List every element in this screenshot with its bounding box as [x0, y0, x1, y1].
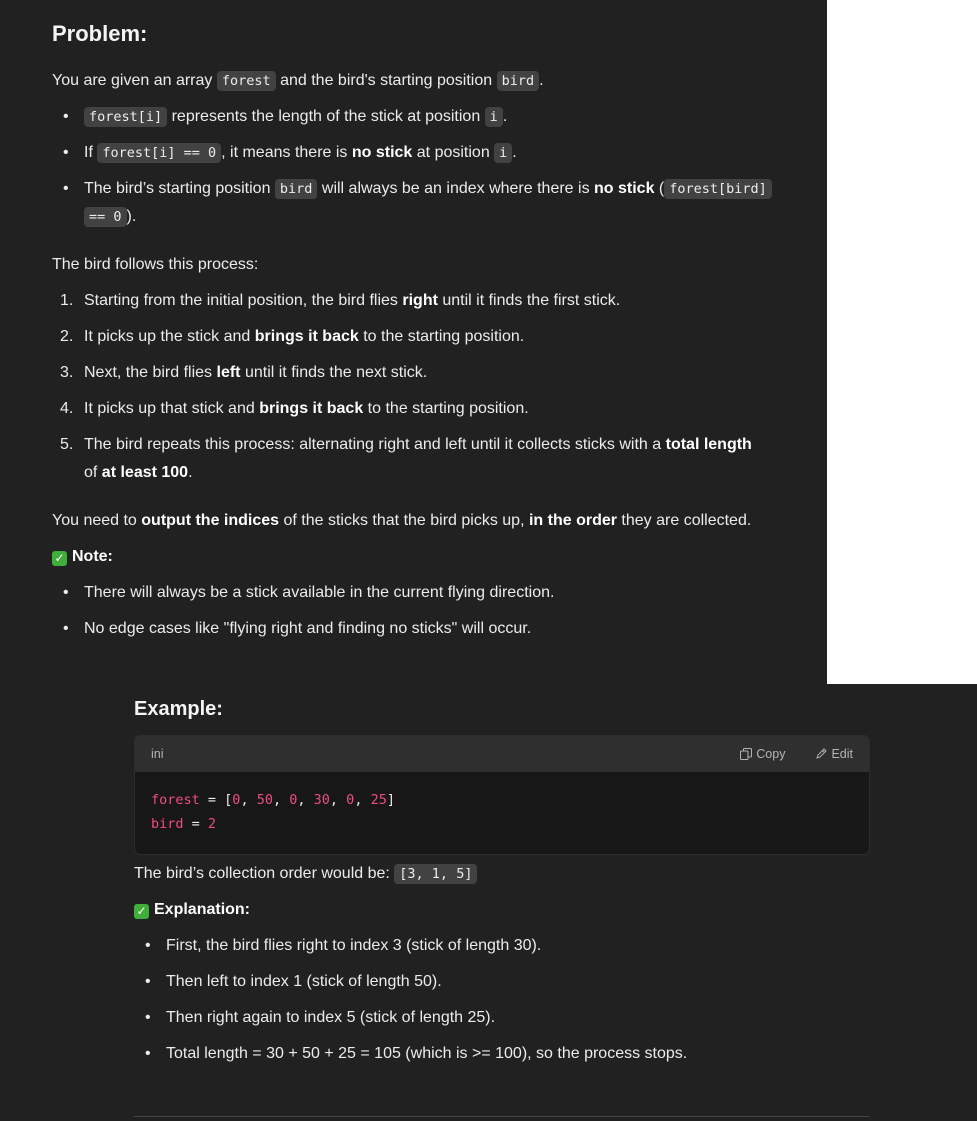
- inline-code: [3, 1, 5]: [394, 864, 477, 884]
- divider: [134, 1116, 870, 1117]
- code-header: [135, 736, 869, 772]
- list-item: • First, the bird flies right to index 3 (stick of length 30).: [134, 932, 870, 960]
- problem-bullets: [52, 103, 787, 231]
- explanation-bullets: [134, 932, 870, 1068]
- list-item: 2. It picks up the stick and brings it back to the starting position.: [60, 328, 525, 345]
- process-intro: The bird follows this process:: [52, 256, 259, 273]
- process-steps: [52, 287, 787, 487]
- checkmark-icon: ✓: [134, 904, 149, 919]
- code-line: forest = [0, 50, 0, 30, 0, 25]: [151, 792, 395, 808]
- example-heading: Example:: [134, 698, 223, 720]
- inline-code: bird: [497, 71, 540, 91]
- problem-heading: Problem:: [52, 21, 148, 46]
- list-item: • If forest[i] == 0 , it means there is no stick at position i .: [52, 139, 787, 167]
- code-line: bird = 2: [151, 816, 217, 832]
- edit-label: Edit: [831, 747, 853, 761]
- code-content: [135, 772, 869, 854]
- inline-code: forest[i]: [84, 107, 167, 127]
- inline-code: i: [485, 107, 503, 127]
- note-bullets: [52, 579, 787, 643]
- list-item: • No edge cases like "flying right and finding no sticks" will occur.: [52, 615, 787, 643]
- edit-button[interactable]: [815, 747, 853, 761]
- output-instruction: You need to output the indices of the sticks that the bird picks up, in the order they are collected.: [52, 512, 752, 529]
- list-item: • Then right again to index 5 (stick of length 25).: [134, 1004, 870, 1032]
- inline-code: bird: [275, 179, 318, 199]
- inline-code: == 0: [84, 207, 127, 227]
- list-item: 5. The bird repeats this process: alternating right and left until it collects sticks with a total length of at least 100.: [60, 436, 752, 481]
- code-block: [134, 735, 870, 855]
- list-item: • There will always be a stick available in the current flying direction.: [52, 579, 787, 607]
- list-item: 1. Starting from the initial position, the bird flies right until it finds the first stick.: [60, 292, 621, 309]
- copy-button[interactable]: [740, 747, 785, 761]
- explanation-title: ✓ Explanation:: [134, 896, 250, 924]
- list-item: • forest[i] represents the length of the stick at position i .: [52, 103, 787, 131]
- list-item: • The bird’s starting position bird will always be an index where there is no stick ( forest[bird] == 0 ).: [52, 175, 787, 231]
- list-item: 3. Next, the bird flies left until it finds the next stick.: [60, 364, 428, 381]
- list-item: • Then left to index 1 (stick of length 50).: [134, 968, 870, 996]
- white-panel: [827, 0, 977, 684]
- inline-code: forest: [217, 71, 276, 91]
- note-title: ✓ Note:: [52, 543, 113, 571]
- list-item: 4. It picks up that stick and brings it back to the starting position.: [60, 400, 529, 417]
- problem-intro: You are given an array forest and the bird's starting position bird .: [52, 72, 544, 89]
- checkmark-icon: ✓: [52, 551, 67, 566]
- copy-label: Copy: [756, 747, 786, 761]
- list-item: • Total length = 30 + 50 + 25 = 105 (which is >= 100), so the process stops.: [134, 1040, 870, 1068]
- collection-order: The bird’s collection order would be: [3, 1, 5]: [134, 860, 477, 888]
- code-language: ini: [151, 747, 164, 761]
- inline-code: forest[bird]: [664, 179, 772, 199]
- inline-code: i: [494, 143, 512, 163]
- inline-code: forest[i] == 0: [97, 143, 221, 163]
- copy-icon: [740, 748, 752, 760]
- pencil-icon: [815, 748, 827, 760]
